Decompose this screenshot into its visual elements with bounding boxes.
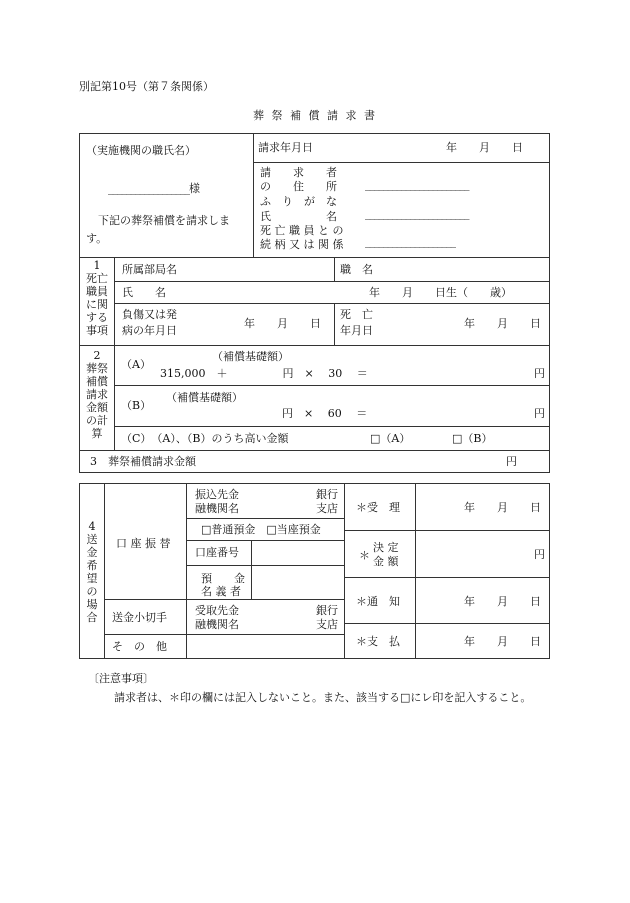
account-number-label: 口座番号 [195, 546, 239, 559]
accept-label: ＊受 理 [356, 501, 400, 514]
decision-label-2: 金 額 [373, 555, 399, 568]
holder-label-1: 預 金 [201, 572, 245, 585]
b-base-label: （補償基礎額） [166, 391, 243, 404]
notes-heading: 〔注意事項〕 [88, 672, 154, 685]
death-date-field[interactable]: 年 月 日 [464, 317, 541, 330]
bank-suffix-2: 支店 [316, 502, 338, 515]
recv-label-1: 受取先金 [195, 604, 239, 617]
request-sentence-end: す。 [86, 232, 108, 245]
bank-suffix-1: 銀行 [316, 488, 338, 501]
a-label: （A） [121, 358, 151, 371]
a-unit: 円 [534, 367, 545, 380]
request-date-label: 請求年月日 [258, 141, 313, 154]
birth-date-field[interactable]: 年 月 日生（ 歳） [369, 286, 512, 299]
request-sentence: 下記の葬祭補償を請求しま [98, 214, 230, 227]
bank-label-1: 振込先金 [195, 488, 239, 501]
name-field[interactable]: _______________________ [365, 207, 469, 220]
furigana-label: ふ り が な [260, 195, 337, 208]
money-order-label: 送金小切手 [112, 611, 167, 624]
a-base-label: （補償基礎額） [212, 350, 289, 363]
section4-label: 4 送金希望の場合 [86, 520, 98, 624]
injury-date-field[interactable]: 年 月 日 [244, 317, 321, 330]
post-label: 職 名 [340, 263, 373, 276]
form-number: 別記第10号（第７条関係） [79, 80, 214, 93]
relation-field[interactable]: ____________________ [365, 235, 455, 248]
injury-date-label: 負傷又は発 [122, 308, 177, 321]
relation-label-1: 死 亡 職 員 と の [260, 224, 344, 237]
death-date-label-2: 年月日 [340, 324, 373, 337]
notify-date: 年 月 日 [464, 595, 541, 608]
b-label: （B） [121, 399, 152, 412]
notify-label: ＊通 知 [356, 595, 400, 608]
holder-label-2: 名 義 者 [201, 585, 241, 598]
form-title: 葬 祭 補 償 請 求 書 [253, 109, 377, 122]
accept-date: 年 月 日 [464, 501, 541, 514]
dept-label: 所属部局名 [122, 263, 177, 276]
c-option-b-checkbox[interactable]: □（B） [452, 432, 493, 445]
death-date-label: 死 亡 [340, 308, 373, 321]
agency-label: （実施機関の職氏名） [86, 144, 196, 157]
injury-date-label-2: 病の年月日 [122, 324, 177, 337]
b-unit: 円 [534, 407, 545, 420]
decision-star: ＊ [359, 549, 370, 562]
relation-label-2: 続 柄 又 は 関 係 [260, 238, 344, 251]
recv-label-2: 融機関名 [195, 618, 239, 631]
deposit-type-checkboxes[interactable]: □普通預金 □当座預金 [201, 523, 321, 536]
address-field[interactable]: _______________________ [365, 178, 469, 191]
account-transfer-label: 口 座 振 替 [116, 537, 171, 550]
section1-label: 1 死亡 職員 に関 する 事項 [86, 259, 108, 337]
payment-label: ＊支 払 [356, 635, 400, 648]
claimant-label: 請 求 者 [260, 166, 337, 179]
a-formula: 315,000 ＋ 円 × 30 ＝ [160, 367, 368, 380]
c-text: （C） （A）、（B）のうち高い金額 [121, 432, 289, 445]
recv-suffix-1: 銀行 [316, 604, 338, 617]
request-date-field[interactable]: 年 月 日 [446, 141, 523, 154]
notes-text: 請求者は、＊印の欄には記入しないこと。また、該当する□にレ印を記入すること。 [114, 691, 532, 704]
c-option-a-checkbox[interactable]: □（A） [370, 432, 411, 445]
bank-label-2: 融機関名 [195, 502, 239, 515]
b-formula: 円 × 60 ＝ [282, 407, 368, 420]
other-label: そ の 他 [112, 640, 167, 653]
address-label: の 住 所 [260, 180, 337, 193]
payment-date: 年 月 日 [464, 635, 541, 648]
section2-label: 2 葬祭 補償 請求 金額 の計 算 [86, 349, 108, 440]
name-label: 氏 名 [260, 210, 337, 223]
deceased-name-label: 氏 名 [122, 286, 166, 299]
recipient-line: __________________様 [108, 182, 199, 195]
section4-number [80, 521, 104, 625]
recv-suffix-2: 支店 [316, 618, 338, 631]
section3-unit: 円 [506, 455, 517, 468]
decision-label-1: 決 定 [373, 541, 399, 554]
section3-label: 3 葬祭補償請求金額 [90, 455, 196, 468]
decision-unit: 円 [534, 548, 545, 561]
